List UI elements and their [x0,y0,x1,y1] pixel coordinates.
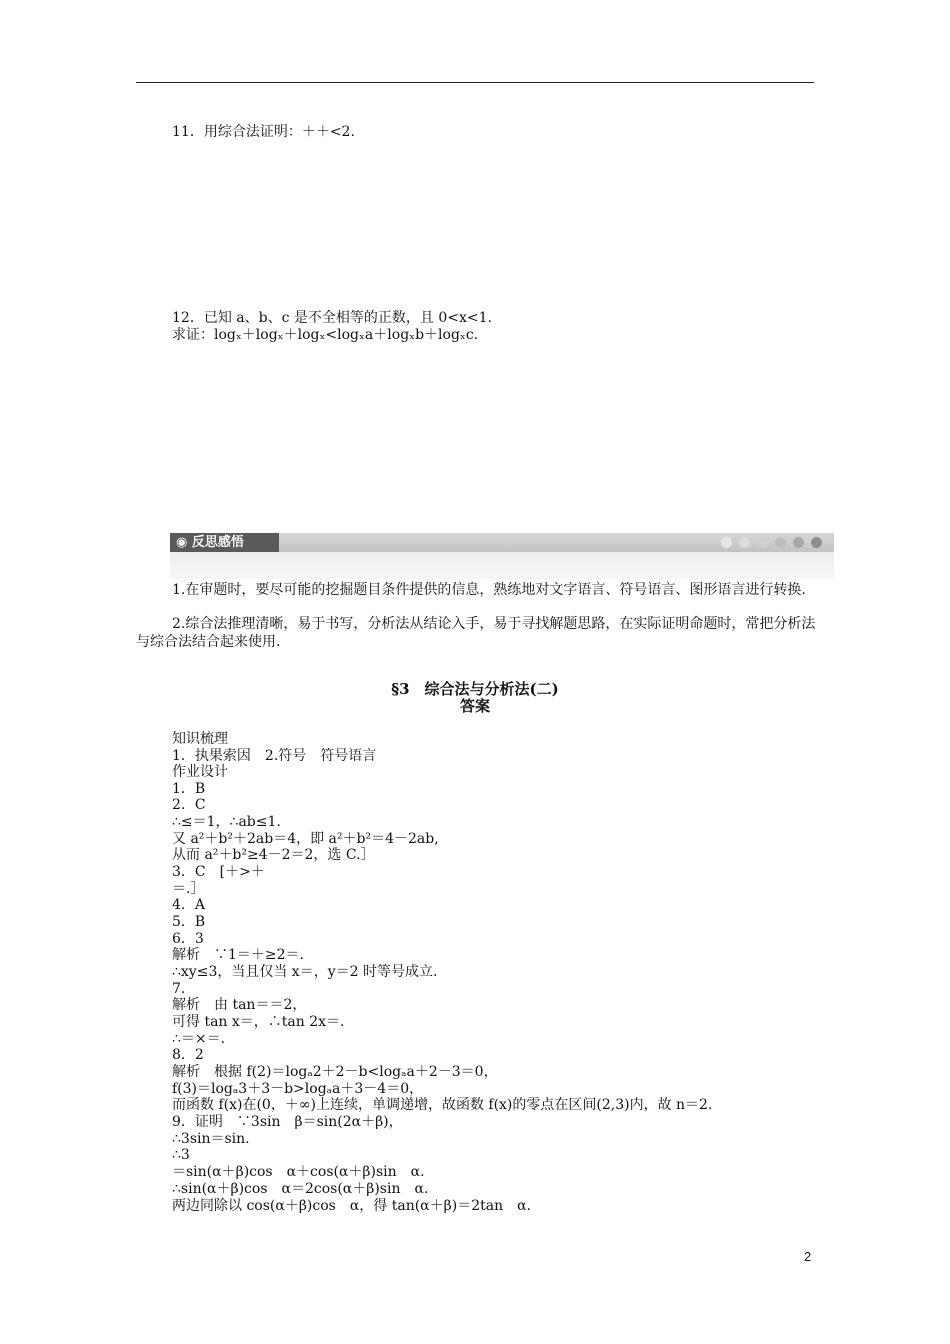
answer-title: 答案 [459,697,490,715]
answer-line: ∴xy≤3，当且仅当 x＝，y＝2 时等号成立. [172,964,438,980]
reflection-1: 1.在审题时，要尽可能的挖掘题目条件提供的信息，熟练地对文字语言、符号语言、图形语言进行转换. [172,582,806,598]
answer-line: 5．B [172,914,206,930]
dot-icon [721,537,732,548]
reflection-banner [170,533,834,579]
question-11: 11．用综合法证明：＋＋<2. [172,124,355,140]
answer-line: ∴3 [172,1147,190,1163]
question-12-line-2: 求证：logₓ＋logₓ＋logₓ<logₓa＋logₓb＋logₓc. [172,327,479,343]
answer-line: 8．2 [172,1047,204,1063]
dot-icon [757,537,768,548]
answer-line: ∴≤＝1，∴ab≤1. [172,814,281,830]
dot-icon [811,537,822,548]
answer-line: 9．证明 ∵3sin β＝sin(2α＋β)， [172,1114,403,1130]
answer-line: 6．3 [172,931,204,947]
answer-line: 可得 tan x＝，∴tan 2x＝. [172,1014,345,1030]
answer-line: ∴3sin＝sin. [172,1131,250,1147]
page-number: 2 [804,1249,812,1264]
answer-line: 4．A [172,897,206,913]
answer-line: 解析 由 tan＝＝2， [172,997,307,1013]
banner-sub [170,552,834,579]
reflection-2: 2.综合法推理清晰，易于书写，分析法从结论入手，易于寻找解题思路，在实际证明命题时，常把分析法与综合法结合起来使用. [136,616,816,650]
answer-line: 从而 a²＋b²≥4－2＝2，选 C.］ [172,847,375,863]
dot-icon [775,537,786,548]
answer-line: 2．C [172,797,206,813]
answer-line: 1．执果索因 2.符号 符号语言 [172,748,377,764]
answer-line: ＝sin(α＋β)cos α＋cos(α＋β)sin α. [172,1164,425,1180]
answer-line: ∴＝×＝. [172,1031,226,1047]
answer-line: ∴sin(α＋β)cos α＝2cos(α＋β)sin α. [172,1181,429,1197]
answer-line: 7. [172,981,186,997]
answer-line: 两边同除以 cos(α＋β)cos α，得 tan(α＋β)＝2tan α. [172,1198,531,1214]
answer-line: 3．C [＋>＋ [172,864,265,880]
answer-line: f(3)＝logₐ3＋3－b>logₐa＋3－4＝0， [172,1081,424,1097]
section-title: §3 综合法与分析法(二) [391,680,559,698]
answer-line: 知识梳理 [172,731,228,747]
answer-line: 1．B [172,781,206,797]
banner-label: ◉ 反思感悟 [170,533,279,552]
answer-line: 而函数 f(x)在(0，＋∞)上连续，单调递增，故函数 f(x)的零点在区间(2,3)内，故 n＝2. [172,1097,713,1113]
answer-line: 作业设计 [172,764,228,780]
answer-line: 又 a²＋b²＋2ab＝4，即 a²＋b²＝4－2ab, [172,831,439,847]
banner-dots [721,537,822,548]
header-rule [136,82,814,83]
dot-icon [793,537,804,548]
answer-line: ＝.］ [172,881,205,897]
dot-icon [739,537,750,548]
question-12-line-1: 12．已知 a、b、c 是不全相等的正数，且 0<x<1. [172,310,492,326]
answer-line: 解析 根据 f(2)＝logₐ2＋2－b<logₐa＋2－3＝0， [172,1064,498,1080]
answer-line: 解析 ∵1＝＋≥2＝. [172,947,304,963]
